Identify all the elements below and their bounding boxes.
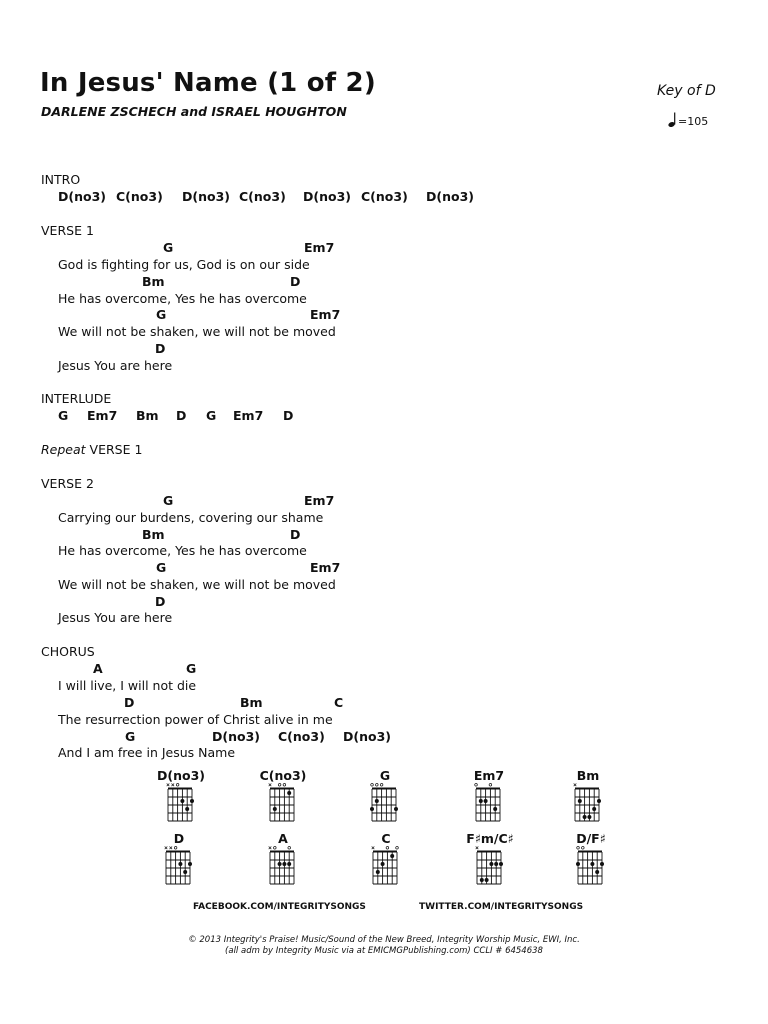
chord: A bbox=[93, 661, 103, 676]
chord-diagram bbox=[149, 831, 209, 891]
finger-dot bbox=[180, 799, 184, 803]
repeat-word: Repeat bbox=[41, 442, 86, 457]
finger-dot bbox=[499, 862, 503, 866]
open-string-marker bbox=[283, 784, 286, 787]
finger-dot bbox=[592, 807, 596, 811]
chord: C(no3) bbox=[239, 189, 286, 204]
lyric-line: And I am free in Jesus Name bbox=[58, 745, 236, 760]
open-string-marker bbox=[380, 784, 383, 787]
chord-diagram-grid bbox=[268, 783, 298, 823]
copyright-notice bbox=[0, 935, 768, 957]
tempo-marking bbox=[668, 112, 708, 128]
chord: D(no3) bbox=[426, 189, 474, 204]
finger-dot bbox=[287, 862, 291, 866]
chord-diagram-name: G bbox=[379, 768, 391, 783]
finger-dot bbox=[185, 807, 189, 811]
lyric-line: Jesus You are here bbox=[58, 610, 173, 625]
chord-diagram bbox=[558, 768, 618, 828]
open-string-marker bbox=[396, 847, 399, 850]
muted-string-marker bbox=[165, 847, 168, 850]
open-string-marker bbox=[274, 847, 277, 850]
finger-dot bbox=[178, 862, 182, 866]
chord-diagram-grid bbox=[370, 783, 400, 823]
chord: D bbox=[155, 594, 166, 609]
lyric-line: He has overcome, Yes he has overcome bbox=[58, 543, 307, 558]
chord: D(no3) bbox=[212, 729, 260, 744]
finger-dot bbox=[287, 791, 291, 795]
chord: G bbox=[58, 408, 69, 423]
finger-dot bbox=[188, 862, 192, 866]
song-title: In Jesus' Name (1 of 2) bbox=[40, 68, 376, 98]
chord: D(no3) bbox=[343, 729, 391, 744]
chord-diagram-name: D(no3) bbox=[157, 768, 205, 783]
chord-diagram-name: C(no3) bbox=[259, 768, 307, 783]
section-label-verse-2: VERSE 2 bbox=[41, 476, 94, 491]
chord: G bbox=[163, 240, 174, 255]
finger-dot bbox=[590, 862, 594, 866]
song-authors: DARLENE ZSCHECH and ISRAEL HOUGHTON bbox=[41, 104, 347, 119]
chord-diagram bbox=[151, 768, 211, 828]
finger-dot bbox=[370, 807, 374, 811]
chord-diagram-grid bbox=[475, 846, 505, 886]
lyric-line: God is fighting for us, God is on our side bbox=[58, 257, 310, 272]
muted-string-marker bbox=[372, 847, 375, 850]
finger-dot bbox=[583, 815, 587, 819]
chord-diagram bbox=[460, 831, 520, 891]
facebook-link[interactable]: FACEBOOK.COM/INTEGRITYSONGS bbox=[193, 902, 366, 912]
chord: G bbox=[156, 307, 167, 322]
finger-dot bbox=[394, 807, 398, 811]
open-string-marker bbox=[582, 847, 585, 850]
lyric-line: Carrying our burdens, covering our shame bbox=[58, 510, 324, 525]
section-label-interlude: INTERLUDE bbox=[41, 391, 112, 406]
muted-string-marker bbox=[167, 784, 170, 787]
chord-diagram-grid bbox=[573, 783, 603, 823]
finger-dot bbox=[485, 878, 489, 882]
open-string-marker bbox=[176, 784, 179, 787]
finger-dot bbox=[578, 799, 582, 803]
chord: Bm bbox=[240, 695, 263, 710]
finger-dot bbox=[375, 799, 379, 803]
open-string-marker bbox=[475, 784, 478, 787]
chord-diagram-name: D/F♯ bbox=[576, 831, 606, 846]
open-string-marker bbox=[376, 784, 379, 787]
finger-dot bbox=[376, 870, 380, 874]
chord-diagram bbox=[253, 831, 313, 891]
chord-diagram-name: Em7 bbox=[473, 768, 505, 783]
chord: Em7 bbox=[304, 493, 335, 508]
copyright-line: (all adm by Integrity Music via at EMICMGPublishing.com) CCLI # 6454638 bbox=[225, 946, 543, 956]
chord: D bbox=[290, 274, 301, 289]
muted-string-marker bbox=[476, 847, 479, 850]
chord: D bbox=[176, 408, 187, 423]
chord-diagram-name: A bbox=[278, 831, 288, 846]
open-string-marker bbox=[288, 847, 291, 850]
finger-dot bbox=[600, 862, 604, 866]
lyric-line: The resurrection power of Christ alive in me bbox=[58, 712, 333, 727]
lyric-line: I will live, I will not die bbox=[58, 678, 197, 693]
chord-diagram-grid bbox=[164, 846, 194, 886]
open-string-marker bbox=[386, 847, 389, 850]
chord: D(no3) bbox=[182, 189, 230, 204]
chord-diagram bbox=[356, 831, 416, 891]
chord-diagram-name: Bm bbox=[576, 768, 600, 783]
chord-diagram bbox=[253, 768, 313, 828]
muted-string-marker bbox=[269, 847, 272, 850]
section-label-intro: INTRO bbox=[41, 172, 81, 187]
finger-dot bbox=[190, 799, 194, 803]
finger-dot bbox=[381, 862, 385, 866]
finger-dot bbox=[494, 862, 498, 866]
twitter-link[interactable]: TWITTER.COM/INTEGRITYSONGS bbox=[419, 902, 584, 912]
chord: Em7 bbox=[310, 560, 341, 575]
chord: G bbox=[156, 560, 167, 575]
repeat-instruction bbox=[41, 442, 142, 457]
chord: Bm bbox=[136, 408, 159, 423]
section-label-chorus: CHORUS bbox=[41, 644, 95, 659]
lyric-line: We will not be shaken, we will not be moved bbox=[58, 324, 336, 339]
finger-dot bbox=[597, 799, 601, 803]
open-string-marker bbox=[489, 784, 492, 787]
finger-dot bbox=[273, 807, 277, 811]
chord: Bm bbox=[142, 274, 165, 289]
chord-diagram-grid bbox=[474, 783, 504, 823]
open-string-marker bbox=[174, 847, 177, 850]
muted-string-marker bbox=[574, 784, 577, 787]
finger-dot bbox=[479, 799, 483, 803]
finger-dot bbox=[282, 862, 286, 866]
chord-diagram-grid bbox=[166, 783, 196, 823]
finger-dot bbox=[278, 862, 282, 866]
chord: C(no3) bbox=[361, 189, 408, 204]
chord: G bbox=[163, 493, 174, 508]
chord: D bbox=[155, 341, 166, 356]
quarter-note-icon bbox=[668, 112, 677, 128]
muted-string-marker bbox=[172, 784, 175, 787]
chord: Em7 bbox=[310, 307, 341, 322]
tempo-value: =105 bbox=[678, 115, 709, 128]
open-string-marker bbox=[371, 784, 374, 787]
lyric-line: He has overcome, Yes he has overcome bbox=[58, 291, 307, 306]
finger-dot bbox=[595, 870, 599, 874]
chord-diagram bbox=[459, 768, 519, 828]
finger-dot bbox=[493, 807, 497, 811]
repeat-target: VERSE 1 bbox=[89, 442, 143, 457]
finger-dot bbox=[183, 870, 187, 874]
chord: Em7 bbox=[304, 240, 335, 255]
chord-diagram bbox=[561, 831, 621, 891]
muted-string-marker bbox=[170, 847, 173, 850]
section-label-verse-1: VERSE 1 bbox=[41, 223, 94, 238]
chord: D(no3) bbox=[303, 189, 351, 204]
lyric-line: We will not be shaken, we will not be moved bbox=[58, 577, 336, 592]
finger-dot bbox=[480, 878, 484, 882]
chord: C(no3) bbox=[116, 189, 163, 204]
chord: Em7 bbox=[87, 408, 118, 423]
chord: C bbox=[334, 695, 344, 710]
muted-string-marker bbox=[269, 784, 272, 787]
chord-diagram-name: C bbox=[381, 831, 391, 846]
chord-diagram-grid bbox=[576, 846, 606, 886]
finger-dot bbox=[587, 815, 591, 819]
chord: Bm bbox=[142, 527, 165, 542]
chord: C(no3) bbox=[278, 729, 325, 744]
chord: Em7 bbox=[233, 408, 264, 423]
finger-dot bbox=[489, 862, 493, 866]
chord-diagram bbox=[355, 768, 415, 828]
finger-dot bbox=[484, 799, 488, 803]
chord: D bbox=[283, 408, 294, 423]
open-string-marker bbox=[278, 784, 281, 787]
lyric-line: Jesus You are here bbox=[58, 358, 173, 373]
chord: G bbox=[206, 408, 217, 423]
chord: D bbox=[124, 695, 135, 710]
finger-dot bbox=[390, 854, 394, 858]
open-string-marker bbox=[577, 847, 580, 850]
chord-diagram-grid bbox=[371, 846, 401, 886]
chord: G bbox=[125, 729, 136, 744]
chord: D(no3) bbox=[58, 189, 106, 204]
chord-diagram-name: D bbox=[173, 831, 185, 846]
chord-diagram-grid bbox=[268, 846, 298, 886]
chord-diagram-name: F♯m/C♯ bbox=[466, 831, 514, 846]
song-key: Key of D bbox=[657, 83, 716, 99]
chord: G bbox=[186, 661, 197, 676]
chord: D bbox=[290, 527, 301, 542]
finger-dot bbox=[576, 862, 580, 866]
copyright-line: © 2013 Integrity's Praise! Music/Sound of the New Breed, Integrity Worship Music, EWI, Inc. bbox=[188, 935, 580, 945]
